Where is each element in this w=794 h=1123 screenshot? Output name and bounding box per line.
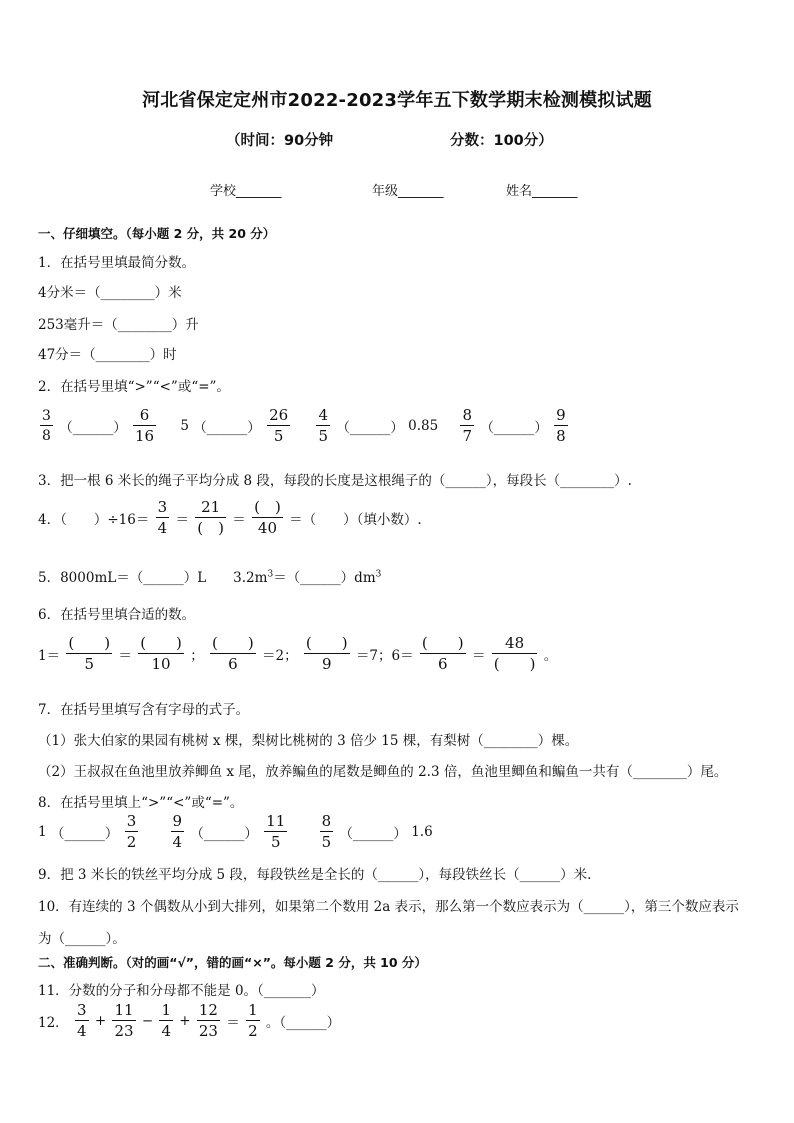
total-score: 分数：100分） — [450, 133, 553, 149]
question-4 — [38, 500, 422, 536]
fraction: $\frac{3}{8}$ — [42, 408, 51, 444]
answer-blank[interactable]: （______） — [480, 420, 548, 436]
fraction: $\frac{( )}{9}$ — [305, 634, 348, 673]
question-2: 2．在括号里填“>”“<”或“=”。 — [38, 379, 230, 395]
exponent: 3 — [267, 569, 274, 580]
answer-blank[interactable]: （______） — [59, 420, 127, 436]
question-7a: （1）张大伯家的果园有桃树 x 棵，梨树比桃树的 3 倍少 15 棵，有梨树（________）棵。 — [38, 733, 579, 749]
question-12 — [38, 1003, 340, 1039]
exponent: 3 — [375, 569, 382, 580]
question-7: 7．在括号里填写含有字母的式子。 — [38, 702, 250, 718]
question-3: 3．把一根 6 米长的绳子平均分成 8 段，每段的长度是这根绳子的（______），每段长（________）. — [38, 473, 632, 489]
question-1b: 253毫升＝（________）升 — [38, 317, 199, 333]
operator: + — [179, 1013, 191, 1029]
fraction: $\frac{1}{4}$ — [161, 1001, 171, 1040]
fraction: $\frac{3}{2}$ — [126, 812, 137, 851]
period: 。 — [543, 648, 558, 664]
number: 1 — [38, 824, 47, 840]
fraction: $\frac{6}{16}$ — [135, 406, 155, 445]
fraction: $\frac{8}{7}$ — [462, 406, 473, 445]
fraction: $\frac{21}{( )}$ — [197, 498, 224, 537]
fraction: $\frac{3}{4}$ — [157, 498, 168, 537]
q6-text: ＝2； — [262, 648, 298, 664]
number: 5 — [180, 418, 189, 434]
number: 1.6 — [411, 824, 433, 840]
question-6: 6．在括号里填合适的数。 — [38, 607, 196, 623]
answer-blank[interactable]: （______） — [339, 826, 407, 842]
name-field: 姓名_______ — [506, 184, 578, 199]
question-1c: 47分＝（________）时 — [38, 347, 177, 363]
question-4-tail: ＝（ ）（填小数）. — [289, 512, 422, 528]
operator: − — [141, 1013, 154, 1029]
answer-blank[interactable]: （______） — [336, 420, 404, 436]
section2-heading: 二、准确判断。（对的画“√”，错的画“×”。每小题 2 分，共 10 分） — [38, 955, 427, 970]
question-5 — [38, 566, 381, 586]
answer-blank[interactable]: （______） — [190, 826, 258, 842]
equals-sign: ＝ — [471, 648, 486, 664]
fraction: $\frac{12}{23}$ — [198, 1001, 218, 1040]
question-8: 8．在括号里填上“>”“<”或“=”。 — [38, 795, 244, 811]
question-6-items — [38, 636, 557, 672]
q6-lead: 1＝ — [38, 648, 61, 664]
equals-sign: ＝ — [175, 512, 189, 528]
question-5-part-a: 5．8000mL＝（______）L 3.2m — [38, 570, 268, 586]
fraction: $\frac{9}{8}$ — [556, 406, 566, 445]
equals-sign: ＝ — [118, 648, 132, 664]
time-limit: （时间：90分钟 — [226, 133, 334, 149]
fraction: $\frac{9}{4}$ — [172, 812, 183, 851]
fraction: $\frac{48}{( )}$ — [493, 634, 536, 673]
question-4-lead: 4．（ ）÷16＝ — [38, 512, 150, 528]
fraction: $\frac{1}{2}$ — [248, 1001, 258, 1040]
question-10-line2: 为（______）。 — [38, 931, 126, 947]
operator: + — [94, 1013, 107, 1029]
number: 0.85 — [408, 418, 439, 434]
question-8-items — [38, 814, 433, 850]
question-12-lead: 12． — [38, 1015, 69, 1031]
question-12-tail: 。（______） — [265, 1015, 341, 1031]
equals-sign: ＝ — [226, 1015, 240, 1031]
fraction: $\frac{( )}{40}$ — [254, 498, 281, 537]
fraction: $\frac{11}{5}$ — [266, 812, 286, 851]
fraction: $\frac{4}{5}$ — [318, 406, 329, 445]
fraction: $\frac{( )}{5}$ — [68, 634, 111, 673]
fraction: $\frac{( )}{10}$ — [140, 634, 182, 673]
answer-blank[interactable]: （______） — [193, 420, 261, 436]
equals-sign: ＝ — [232, 512, 246, 528]
question-10-line1: 10．有连续的 3 个偶数从小到大排列，如果第二个数用 2a 表示，那么第一个数应表示为（______），第三个数应表示 — [38, 899, 739, 915]
question-1a: 4分米＝（________）米 — [38, 285, 182, 301]
grade-field: 年级_______ — [372, 184, 444, 199]
fraction: $\frac{3}{4}$ — [76, 1001, 87, 1040]
question-2-items — [38, 408, 570, 444]
fraction: $\frac{26}{5}$ — [269, 406, 289, 445]
question-9: 9．把 3 米长的铁丝平均分成 5 段，每段铁丝是全长的（______），每段铁丝长（______）米. — [38, 867, 592, 883]
fraction: $\frac{( )}{6}$ — [212, 634, 254, 673]
fraction: $\frac{11}{23}$ — [114, 1001, 134, 1040]
answer-blank[interactable]: （______） — [50, 826, 119, 842]
school-field: 学校_______ — [210, 184, 282, 199]
separator: ； — [190, 648, 204, 664]
question-7b: （2）王叔叔在鱼池里放养鲫鱼 x 尾，放养鳊鱼的尾数是鲫鱼的 2.3 倍，鱼池里鲫鱼和鳊鱼一共有（________）尾。 — [38, 764, 728, 780]
q6-text: ＝7；6＝ — [355, 648, 414, 664]
question-1: 1．在括号里填最简分数。 — [38, 255, 196, 271]
fraction: $\frac{( )}{6}$ — [421, 634, 464, 673]
fraction: $\frac{8}{5}$ — [321, 812, 332, 851]
question-5-part-b: ＝（______）dm — [273, 570, 376, 586]
section1-heading: 一、仔细填空。（每小题 2 分，共 20 分） — [38, 226, 276, 241]
exam-title: 河北省保定定州市2022-2023学年五下数学期末检测模拟试题 — [142, 90, 652, 111]
question-11: 11．分数的分子和分母都不能是 0。（_______） — [38, 983, 325, 999]
